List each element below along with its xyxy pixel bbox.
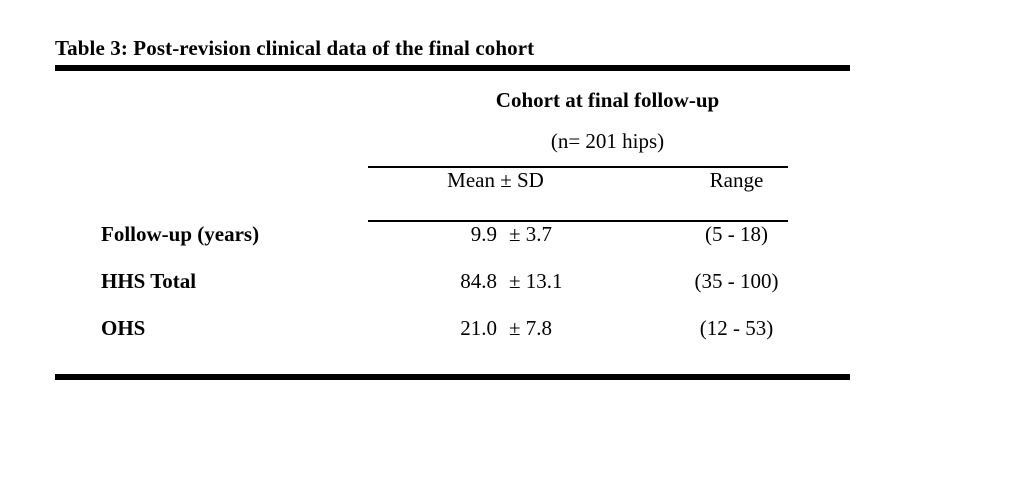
header-cell-range: Range <box>709 168 764 192</box>
row-mean: 9.9 <box>470 222 497 246</box>
data-table-body <box>55 222 850 363</box>
header-rule-top-wrap <box>55 154 850 168</box>
table-row <box>55 269 850 316</box>
data-table <box>55 168 850 218</box>
row-sd: ± 7.8 <box>509 316 553 340</box>
row-range: (5 - 18) <box>705 222 768 246</box>
row-mean: 21.0 <box>460 316 497 340</box>
row-label: Follow-up (years) <box>101 222 260 246</box>
group-subheader-sample-size: (n= 201 hips) <box>550 129 665 153</box>
table-3-container <box>55 36 850 380</box>
row-sd: ± 3.7 <box>509 222 553 246</box>
header-cell-label <box>55 168 368 218</box>
row-label: OHS <box>101 316 146 340</box>
row-range: (12 - 53) <box>699 316 774 340</box>
row-sd: ± 13.1 <box>509 269 563 293</box>
table-bottom-rule <box>55 374 850 380</box>
table-title: Table 3: Post-revision clinical data of the final cohort <box>55 36 535 60</box>
group-header: Cohort at final follow-up <box>495 88 720 112</box>
table-header-row <box>55 168 850 218</box>
header-cell-mean-sd: Mean ± SD <box>447 168 544 192</box>
row-label: HHS Total <box>101 269 197 293</box>
table-row <box>55 316 850 363</box>
table-row <box>55 222 850 269</box>
row-range: (35 - 100) <box>694 269 779 293</box>
row-mean: 84.8 <box>460 269 497 293</box>
